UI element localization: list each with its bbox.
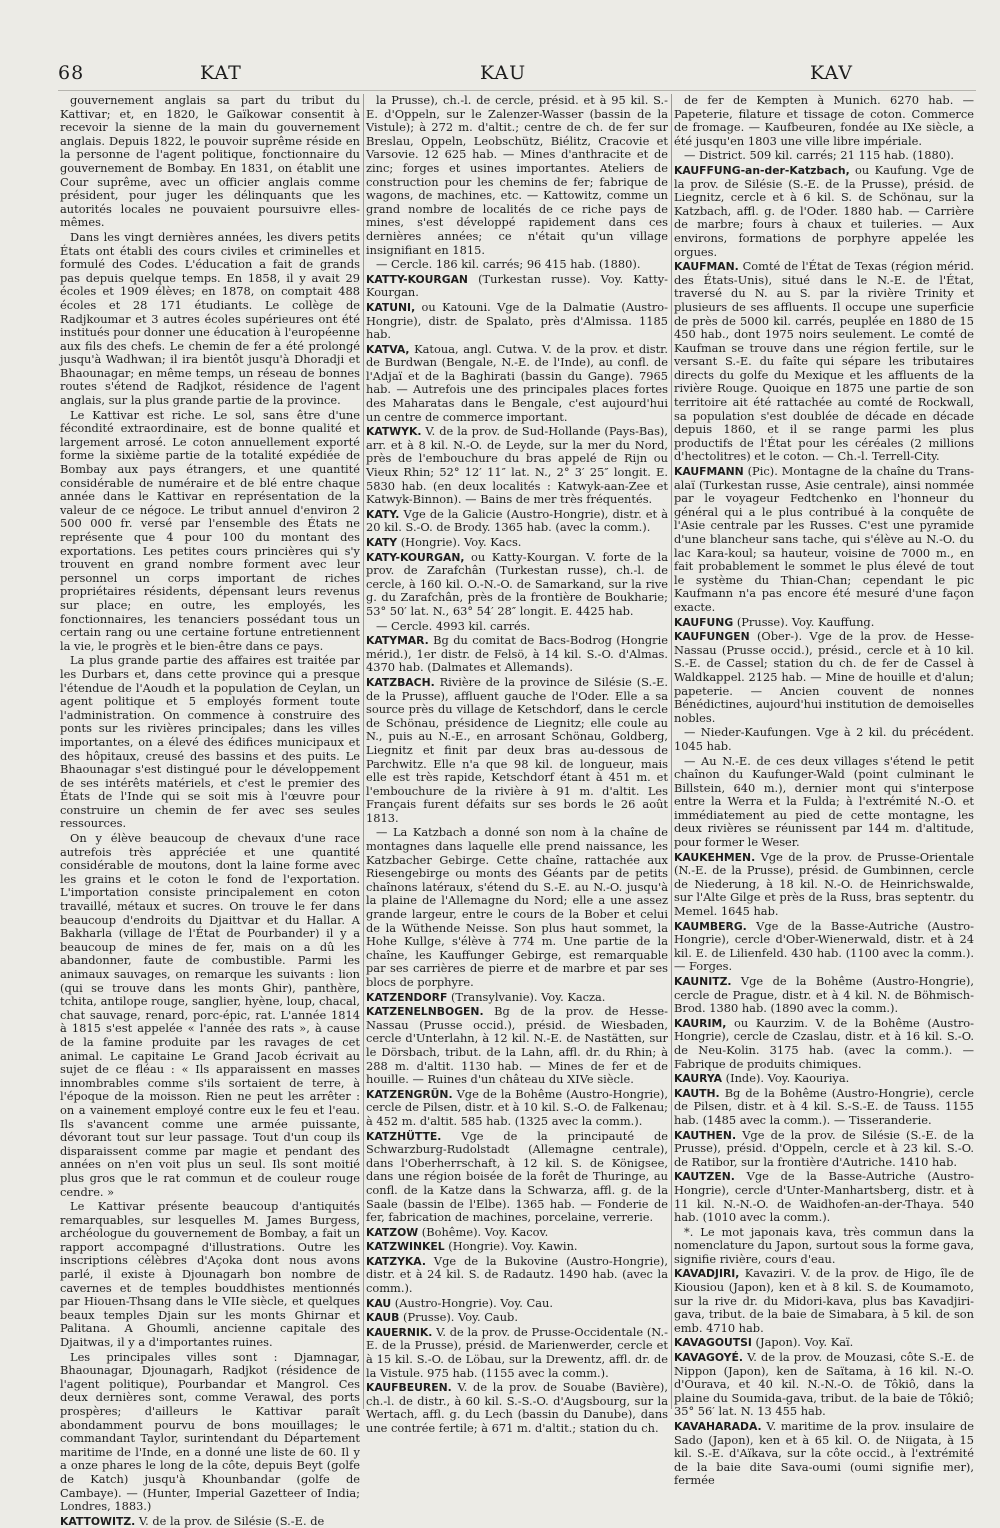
paragraph xyxy=(60,832,360,1199)
entry-text: Vge de la Basse-Autriche (Austro-Hongrie), cercle d'Ober-Wienerwald, distr. et à 24 kil. E. de Lilienfeld. 430 hab. (1100 avec la comm.). — Forges. xyxy=(674,918,974,974)
entry-text: la Prusse), ch.-l. de cercle, présid. et à 95 kil. S.-E. d'Oppeln, sur le Zalenzer-Wasser (bassin de la Vistule); à 272 m. d'altit.; centre de ch. de fer sur Breslau, Oppeln, Leobschütz, Biélitz, Cracovie et Varsovie. 12 625 hab. — Mines d'anthracite et de zinc; forges et usines importantes. Ateliers de construction pour les chemins de fer; fabrique de wagons, de machines, etc. — Kattowitz, comme un grand nombre de localités de ce riche pays de mines, s'est développé rapidement dans ces dernières années; ce n'était qu'un village insignifiant en 1815. xyxy=(366,93,668,257)
entry-headword: KATY xyxy=(366,536,398,549)
entry-text: Dans les vingt dernières années, les divers petits États ont établi des cours civiles et criminelles et formulé des Codes. L'éducation a fait de grands pas depuis quelque temps. En 1858, il y avait 29 écoles et 1909 élèves; en 1878, on comptait 488 écoles et 28 171 étudiants. Le collège de Radjkoumar et 3 autres écoles supérieures ont été institués pour donner une éducation à l'européenne aux fils des chefs. Le chemin de fer a été prolongé jusqu'à Wadhwan; il ira bientôt jusqu'à Dhoradji et Bhaounagar; en même temps, un réseau de bonnes routes s'étend de Radjkot, résidence de l'agent anglais, sur la plus grande partie de la province. xyxy=(60,229,360,408)
dictionary-entry xyxy=(366,273,668,300)
dictionary-entry xyxy=(366,1297,668,1311)
running-head-center: KAU xyxy=(480,62,527,84)
dictionary-entry xyxy=(674,1267,974,1335)
dictionary-entry xyxy=(674,1129,974,1170)
dictionary-entry xyxy=(366,1255,668,1296)
entry-text: (Austro-Hongrie). Voy. Cau. xyxy=(391,1295,553,1310)
entry-headword: KATTOWITZ. xyxy=(60,1514,136,1528)
entry-text: Vge de la prov. de Silésie (S.-E. de la Prusse), présid. d'Oppeln, cercle et à 23 kil. S.-O. de Ratibor, sur la frontière d'Autriche. 1410 hab. xyxy=(674,1127,974,1169)
dictionary-entry xyxy=(674,1072,974,1086)
entry-headword: KATUNI, xyxy=(366,300,416,314)
entry-text: ou Katty-Kourgan. V. forte de la prov. de Zarafchân (Turkestan russe), ch.-l. de cercle, à 160 kil. O.-N.-O. de Samarkand, sur la rive g. du Zarafchân, près de la frontière de Boukharie; 53° 50′ lat. N., 63° 54′ 28″ longit. E. 4425 hab. xyxy=(366,549,668,618)
paragraph xyxy=(60,1200,360,1350)
entry-text: Vge de la Bohême (Austro-Hongrie), cercle de Prague, distr. et à 4 kil. N. de Böhmisch-Brod. 1380 hab. (1890 avec la comm.). xyxy=(674,974,974,1016)
dictionary-entry xyxy=(674,616,974,630)
paragraph xyxy=(60,1351,360,1514)
entry-text: gouvernement anglais sa part du tribut du Kattivar; et, en 1820, le Gaïkowar consentit à recevoir la sienne de la main du gouvernement anglais. Depuis 1822, le pouvoir suprême réside en la personne de l'agent politique, fonctionnaire du gouvernement de Bombay. En 1831, on établit une Cour suprême, avec un officier anglais comme président, pour juger les délinquants que les autorités locales ne pouvaient poursuivre elles-mêmes. xyxy=(60,93,360,230)
entry-text: (Prusse). Voy. Kauffung. xyxy=(733,614,875,629)
dictionary-entry xyxy=(366,1381,668,1435)
entry-text: V. de la prov. de Souabe (Bavière), ch.-l. de distr., à 60 kil. S.-S.-O. d'Augsbourg, sur la Wertach, affl. g. du Lech (bassin du Danube), dans une contrée fertile; à 671 m. d'altit.; station du ch. xyxy=(366,1380,668,1435)
dictionary-entry xyxy=(366,676,668,826)
entry-headword: KAUERNIK. xyxy=(366,1325,433,1339)
paragraph xyxy=(366,620,668,634)
entry-headword: KATY-KOURGAN, xyxy=(366,550,465,564)
entry-text: Bg du comitat de Bacs-Bodrog (Hongrie mérid.), 1er distr. de Felsö, à 14 kil. S.-O. d'Almas. 4370 hab. (Dalmates et Allemands). xyxy=(366,633,668,675)
column-rule xyxy=(363,94,364,1409)
entry-text: — Nieder-Kaufungen. Vge à 2 kil. du précédent. 1045 hab. xyxy=(674,725,974,753)
dictionary-entry xyxy=(674,1336,974,1350)
entry-text: de fer de Kempten à Munich. 6270 hab. — Papeterie, filature et tissage de coton. Commerce de fromage. — Kaufbeuren, fondée au IXe siècle, a été jusqu'en 1803 une ville libre impériale. xyxy=(674,93,974,148)
entry-headword: KATZWINKEL xyxy=(366,1240,445,1254)
paragraph xyxy=(674,755,974,850)
dictionary-entry xyxy=(674,920,974,974)
dictionary-entry xyxy=(366,301,668,342)
dictionary-entry xyxy=(674,975,974,1016)
entry-headword: KATTY-KOURGAN xyxy=(366,272,468,286)
dictionary-entry xyxy=(366,1311,668,1325)
paragraph xyxy=(674,726,974,753)
entry-headword: KAUFMANN xyxy=(674,465,744,479)
entry-text: (Transylvanie). Voy. Kacza. xyxy=(447,989,606,1004)
entry-headword: KATZBACH. xyxy=(366,675,435,689)
entry-text: (Bohême). Voy. Kacov. xyxy=(418,1224,549,1239)
paragraph xyxy=(366,258,668,272)
running-head-left: KAT xyxy=(200,62,242,84)
entry-text: Bg de la prov. de Hesse-Nassau (Prusse occid.), présid. de Wiesbaden, cercle d'Unterlahn, à 12 kil. N.-E. de Nastätten, sur le Dörsbach, tribut. de la Lahn, affl. dr. du Rhin; à 288 m. d'altit. 1130 hab. — Mines de fer et de houille. — Ruines d'un château du XIVe siècle. xyxy=(366,1004,668,1087)
dictionary-entry xyxy=(674,630,974,725)
dictionary-entry xyxy=(674,1087,974,1128)
entry-headword: KATZOW xyxy=(366,1225,419,1239)
entry-text: (Ober-). Vge de la prov. de Hesse-Nassau (Prusse occid.), présid., cercle et à 10 kil. S.-E. de Cassel; station du ch. de fer de Cassel à Waldkappel. 2125 hab. — Mine de houille et d'alun; papeterie. — Ancien couvent de nonnes Bénédictines, aujourd'hui institution de demoiselles nobles. xyxy=(674,629,974,725)
entry-text: *. Le mot japonais kava, très commun dans la nomenclature du Japon, surtout sous la forme gava, signifie rivière, cours d'eau. xyxy=(674,1224,974,1266)
entry-text: Vge de la Bohême (Austro-Hongrie), cercle de Pilsen, distr. et à 10 kil. S.-O. de Falkenau; à 452 m. d'altit. 585 hab. (1325 avec la comm.). xyxy=(366,1086,668,1128)
entry-headword: KAUFFUNG-an-der-Katzbach, xyxy=(674,163,850,177)
dictionary-entry xyxy=(674,1420,974,1488)
entry-headword: KAVAGOUTSI xyxy=(674,1336,752,1350)
entry-text: ou Kaurzim. V. de la Bohême (Austro-Hongrie), cercle de Czaslau, distr. et à 16 kil. S.-O. de Neu-Kolin. 3175 hab. (avec la comm.). — Fabrique de produits chimiques. xyxy=(674,1015,974,1071)
dictionary-entry xyxy=(366,536,668,550)
entry-headword: KATZYKA. xyxy=(366,1254,426,1268)
entry-headword: KATZENDORF xyxy=(366,990,448,1004)
dictionary-entry xyxy=(366,1226,668,1240)
page-number: 68 xyxy=(58,62,85,84)
entry-text: (Hongrie). Voy. Kacs. xyxy=(397,535,522,549)
entry-text: La plus grande partie des affaires est traitée par les Durbars et, dans cette province qui a presque l'étendue de l'Aoudh et la population de Ceylan, un agent politique et 5 employés forment toute l'administration. On commence à construire des ponts sur les rivières principales; dans les villes importantes, on a élevé des édifices municipaux et des hôpitaux, creusé des bassins et des puits. Le Bhaounagar s'est distingué pour le développement de ses intérêts matériels, et c'est le premier des États de l'Inde qui se soit mis à l'œuvre pour construire un chemin de fer avec ses seules ressources. xyxy=(60,653,360,831)
entry-headword: KAURYA xyxy=(674,1072,723,1086)
text-column-2 xyxy=(366,94,668,1437)
text-column-3 xyxy=(674,93,974,1488)
entry-headword: KAUFMAN. xyxy=(674,260,739,274)
dictionary-entry xyxy=(674,1017,974,1071)
entry-text: (Japon). Voy. Kaï. xyxy=(751,1335,854,1350)
entry-text: ou Katouni. Vge de la Dalmatie (Austro-Hongrie), distr. de Spalato, près d'Almissa. 1185 hab. xyxy=(366,299,668,342)
entry-text: Les principales villes sont : Djamnagar, Bhaounagar, Djounagarh, Radjkot (résidence de l'agent politique), Pourbandar et Mangrol. Ces deux dernières sont, comme Verawal, des ports prospères; d'ailleurs le Kattivar paraît abondamment pourvu de bons mouillages; le commandant Taylor, surintendant du Département maritime de l'Inde, en a donné une liste de 60. Il y a onze phares le long de la côte, depuis Beyt (golfe de Katch) jusqu'à Khounbandar (golfe de Cambaye). — (Hunter, Imperial Gazetteer of India; Londres, 1883.) xyxy=(60,1349,360,1514)
entry-text: V. de la prov. de Prusse-Occidentale (N.-E. de la Prusse), présid. de Marienwerder, cercle et à 15 kil. S.-O. de Löbau, sur la Drewentz, affl. dr. de la Vistule. 975 hab. (1155 avec la comm.). xyxy=(366,1324,668,1380)
entry-headword: KAVADJIRI, xyxy=(674,1267,740,1281)
entry-text: Vge de la prov. de Prusse-Orientale (N.-E. de la Prusse), présid. de Gumbinnen, cercle de Niederung, à 18 kil. N.-O. de Heinrichswalde, sur l'Alte Gilge et près de la Russ, bras septentr. du Memel. 1645 hab. xyxy=(674,849,974,919)
paragraph xyxy=(674,149,974,163)
entry-text: (Prusse). Voy. Caub. xyxy=(399,1310,518,1325)
entry-headword: KAUTH. xyxy=(674,1086,720,1100)
dictionary-entry xyxy=(366,1326,668,1380)
entry-text: Rivière de la province de Silésie (S.-E. de la Prusse), affluent gauche de l'Oder. Elle a sa source près du village de Ketschdorf, dans le cercle de Schönau, présidence de Liegnitz; elle coule au N., puis au N.-E., en arrosant Schönau, Goldberg, Liegnitz et finit par deux bras au-dessous de Parchwitz. Elle n'a que 98 kil. de longueur, mais elle est très rapide, Ketschdorf étant à 451 m. et l'embouchure de la rivière à 91 m. d'altit. Les Français furent défaits sur ses bords le 26 août 1813. xyxy=(366,674,668,825)
entry-text: (Pic). Montagne de la chaîne du Trans-alaï (Turkestan russe, Asie centrale), ainsi nommée par le voyageur Fedtchenko en l'honneur du général qui a le plus contribué à la conquête de l'Asie centrale par les Russes. C'est une pyramide d'une blancheur sans tache, qui s'élève au N.-O. du lac Kara-koul; sa hauteur, voisine de 7000 m., en fait probablement le sommet le plus élevé de tout le système du Thian-Chan; cependant le pic Kaufmann n'a pas encore été mesuré d'une façon exacte. xyxy=(674,464,974,614)
entry-headword: KATZENGRÜN. xyxy=(366,1087,453,1101)
entry-text: V. maritime de la prov. insulaire de Sado (Japon), ken et à 65 kil. O. de Niigata, à 15 kil. S.-E. d'Aïkava, sur la côte occid., à l'extrémité de la baie dite Sava-oumi (oumi signifie mer), fermée xyxy=(674,1419,974,1488)
dictionary-entry xyxy=(674,851,974,919)
paragraph xyxy=(674,94,974,148)
entry-headword: KATZHÜTTE. xyxy=(366,1129,442,1143)
entry-headword: KAUFUNG xyxy=(674,615,734,629)
text-column-1 xyxy=(60,93,360,1528)
paragraph xyxy=(366,94,668,257)
entry-text: Le Kattivar est riche. Le sol, sans être d'une fécondité extraordinaire, est de bonne qualité et largement arrosé. Le coton annuellement exporté forme la sixième partie de la totalité expédiée de Bombay aux pays étrangers, et une quantité considérable de numéraire et de blé entre chaque année dans le Kattivar en représentation de la valeur de ce négoce. Le tribut annuel d'environ 2 500 000 fr. versé par l'ensemble des États ne représente que 4 pour 100 du montant des exportations. Les petites cours princières qui s'y trouvent en grand nombre forment avec leur personnel un corps important de riches propriétaires résidents, dépensant leurs revenus sur place; en outre, les employés, les fonctionnaires, les tenanciers possédant tous un certain rang ou une certaine fortune entretiennent la vie, le progrès et le bien-être dans ce pays. xyxy=(60,407,360,653)
paragraph xyxy=(366,826,668,989)
entry-headword: KAUNITZ. xyxy=(674,975,732,988)
paragraph xyxy=(60,409,360,654)
entry-headword: KAVAHARADA. xyxy=(674,1420,762,1433)
entry-text: Vge de la Basse-Autriche (Austro-Hongrie), cercle d'Unter-Manhartsberg, distr. et à 11 kil. N.-N.-O. de Waidhofen-an-der-Thaya. 540 hab. (1010 avec la comm.). xyxy=(674,1169,974,1225)
entry-headword: KAUMBERG. xyxy=(674,919,747,933)
entry-headword: KAURIM, xyxy=(674,1016,727,1030)
entry-text: (Inde). Voy. Kaouriya. xyxy=(722,1071,850,1086)
entry-text: (Turkestan russe). Voy. Katty-Kourgan. xyxy=(366,271,668,300)
dictionary-entry xyxy=(366,634,668,675)
dictionary-entry xyxy=(674,465,974,615)
entry-headword: KAUFUNGEN xyxy=(674,630,750,644)
entry-text: V. de la prov. de Silésie (S.-E. de xyxy=(135,1513,325,1528)
entry-headword: KATYMAR. xyxy=(366,634,429,648)
dictionary-entry xyxy=(674,164,974,259)
entry-text: Le Kattivar présente beaucoup d'antiquités remarquables, sur lesquelles M. James Burgess, archéologue du gouvernement de Bombay, a fait un rapport accompagné d'illustrations. Outre les inscriptions célèbres d'Açoka dont nous avons parlé, il existe à Djounagarh bon nombre de cavernes et de temples bouddhistes mentionnés par Hiouen-Thsang dans le VIIe siècle, et quelques beaux temples Djain sur les monts Ghirnar et Palitana. A Ghoumli, ancienne capitale des Djaitwas, il y a d'importantes ruines. xyxy=(60,1199,360,1350)
entry-text: V. de la prov. de Mouzasi, côte S.-E. de Nippon (Japon), ken de Saïtama, à 16 kil. N.-O. d'Ourava, et 40 kil. N.-N.-O. de Tôkiô, dans la plaine du Soumida-gava, tribut. de la baie de Tôkiô; 35° 56′ lat. N. 13 455 hab. xyxy=(674,1350,974,1419)
entry-text: V. de la prov. de Sud-Hollande (Pays-Bas), arr. et à 8 kil. N.-O. de Leyde, sur la mer du Nord, près de l'embouchure du bras appelé de Rijn ou Vieux Rhin; 52° 12′ 11″ lat. N., 2° 3′ 25″ longit. E. 5830 hab. (en deux localités : Katwyk-aan-Zee et Katwyk-Binnon). — Bains de mer très fréquentés. xyxy=(366,424,668,507)
entry-headword: KAUTHEN. xyxy=(674,1128,737,1142)
entry-text: Vge de la Bukovine (Austro-Hongrie), distr. et à 24 kil. S. de Radautz. 1490 hab. (avec la comm.). xyxy=(366,1253,668,1296)
dictionary-entry xyxy=(366,343,668,425)
paragraph xyxy=(674,1226,974,1267)
entry-text: On y élève beaucoup de chevaux d'une race autrefois très appréciée et une quantité considérable de moutons, dont la laine forme avec les grains et le coton le fond de l'exportation. L'importation consiste principalement en coton travaillé, métaux et sucres. On trouve le fer dans beaucoup d'endroits du Djaittvar et du Hallar. A Bakharla (village de l'État de Pourbander) il y a beaucoup de mines de fer, mais on a dû les abandonner, faute de combustible. Parmi les animaux sauvages, on remarque les suivants : lion (qui se trouve dans les monts Ghir), panthère, tchita, antilope rouge, sanglier, hyène, loup, chacal, chat sauvage, renard, porc-épic, rat. L'année 1814 à 1815 s'est appelée « l'année des rats », à cause de la famine produite par les ravages de cet animal. Le capitaine Le Grand Jacob écrivait au sujet de ce fléau : « Ils apparaissent en masses innombrables comme s'ils sortaient de terre, à l'époque de la moisson. Rien ne peut les arrêter : on a vainement employé contre eux le feu et l'eau. Ils s'avancent comme une armée puissante, dévorant tout sur leur passage. Tout d'un coup ils disparaissent comme par magie et pendant des années on n'en voit plus un seul. Ils sont moitié plus gros que le rat commun et de couleur rouge cendre. » xyxy=(60,831,360,1199)
dictionary-entry xyxy=(366,425,668,507)
entry-headword: KATZENELNBOGEN. xyxy=(366,1005,484,1019)
entry-text: — Cercle. 186 kil. carrés; 96 415 hab. (1880). xyxy=(376,257,641,272)
entry-headword: KATY. xyxy=(366,507,400,521)
running-head-right: KAV xyxy=(810,62,853,84)
entry-text: (Hongrie). Voy. Kawin. xyxy=(444,1239,578,1254)
entry-headword: KAU xyxy=(366,1296,392,1310)
dictionary-entry xyxy=(366,1130,668,1225)
entry-text: — District. 509 kil. carrés; 21 115 hab. (1880). xyxy=(684,148,955,163)
entry-text: Bg de la Bohême (Austro-Hongrie), cercle de Pilsen, distr. et à 4 kil. S.-S.-E. de Tauss. 1155 hab. (1485 avec la comm.). — Tisseranderie. xyxy=(674,1085,974,1127)
dictionary-entry xyxy=(60,1515,360,1528)
dictionary-entry xyxy=(366,1005,668,1087)
entry-headword: KAUTZEN. xyxy=(674,1170,735,1184)
entry-text: — Cercle. 4993 kil. carrés. xyxy=(376,618,531,633)
entry-text: — Au N.-E. de ces deux villages s'étend le petit chaînon du Kaufunger-Wald (point culminant le Billstein, 640 m.), dernier mont qui s'interpose entre la Werra et la Fulda; à l'extrémité N.-O. et immédiatement au pied de cette montagne, les deux rivières se réunissent par 144 m. d'altitude, pour former le Weser. xyxy=(674,753,974,850)
entry-headword: KATVA, xyxy=(366,342,410,356)
entry-headword: KAUKEHMEN. xyxy=(674,850,756,864)
entry-headword: KAVAGOYÉ. xyxy=(674,1351,743,1365)
paragraph xyxy=(60,94,360,230)
entry-text: ou Kaufung. Vge de la prov. de Silésie (S.-E. de la Prusse), présid. de Liegnitz, cercle et à 6 kil. S. de Schönau, sur la Katzbach, affl. g. de l'Oder. 1880 hab. — Carrière de marbre; fours à chaux et tuileries. — Aux environs, formations de porphyre appelée les orgues. xyxy=(674,162,974,259)
entry-headword: KAUFBEUREN. xyxy=(366,1381,452,1395)
entry-text: Vge de la Galicie (Austro-Hongrie), distr. et à 20 kil. S.-O. de Brody. 1365 hab. (avec la comm.). xyxy=(366,506,668,535)
entry-text: — La Katzbach a donné son nom à la chaîne de montagnes dans laquelle elle prend naissance, les Katzbacher Gebirge. Cette chaîne, rattachée aux Riesengebirge ou monts des Géants par de petits chaînons latéraux, s'étend du S.-E. au N.-O. jusqu'à la plaine de l'Allemagne du Nord; elle a une assez grande largeur, entre le cours de la Bober et celui de la Wüthende Neisse. Son plus haut sommet, la Hohe Kullge, s'élève à 774 m. Une partie de la chaîne, les Kauffunger Gebirge, est remarquable par ses carrières de pierre et de marbre et par ses blocs de porphyre. xyxy=(366,825,668,989)
column-rule xyxy=(671,94,672,1409)
entry-headword: KAUB xyxy=(366,1311,400,1325)
dictionary-entry xyxy=(674,1170,974,1224)
paragraph xyxy=(60,654,360,831)
dictionary-entry xyxy=(674,260,974,464)
dictionary-entry xyxy=(366,508,668,535)
entry-text: Katoua, angl. Cutwa. V. de la prov. et distr. de Burdwan (Bengale, N.-E. de l'Inde), au confl. de l'Adjaï et de la Baghirati (bassin du Gange). 7965 hab. — Autrefois une des principales places fortes des Maharatas dans le Bengale, c'est aujourd'hui un centre de commerce important. xyxy=(366,341,668,424)
dictionary-entry xyxy=(366,991,668,1005)
dictionary-entry xyxy=(674,1351,974,1419)
dictionary-entry xyxy=(366,551,668,619)
paragraph xyxy=(60,231,360,408)
dictionary-entry xyxy=(366,1088,668,1129)
entry-text: Comté de l'État de Texas (région mérid. des États-Unis), situé dans le N.-E. de l'État, traversé du N. au S. par la rivière Trinity et plusieurs de ses affluents. Il occupe une superficie de près de 5000 kil. carrés, peuplée en 1880 de 15 450 hab., dont 1975 noirs seulement. Le comté de Kaufman se trouve dans une région fertile, sur le versant S.-E. du faîte qui sépare les tributaires directs du golfe du Mexique et les affluents de la rivière Rouge. Quoique en 1875 une partie de son territoire ait été rattachée au comté de Rockwall, sa population s'est doublée de décade en décade depuis 1860, et il se range parmi les plus productifs de l'État pour les céréales (2 millions d'hectolitres) et le coton. — Ch.-l. Terrell-City. xyxy=(674,259,974,464)
header-rule xyxy=(58,90,976,91)
dictionary-entry xyxy=(366,1240,668,1254)
entry-headword: KATWYK. xyxy=(366,425,422,439)
entry-text: Kavaziri. V. de la prov. de Higo, île de Kiousiou (Japon), ken et à 8 kil. S. de Koumamoto, sur la rive dr. du Midori-kava, plus bas Kavadjiri-gava, tribut. de la baie de Simabara, à 5 kil. de son emb. 4710 hab. xyxy=(674,1266,974,1335)
entry-text: Vge de la principauté de Schwarzburg-Rudolstadt (Allemagne centrale), dans l'Oberherrschaft, à 12 kil. S. de Königsee, dans une région boisée de la forêt de Thuringe, au confl. de la Katze dans la Schwarza, affl. g. de la Saale (bassin de l'Elbe). 1365 hab. — Fonderie de fer, fabrication de machines, porcelaine, verrerie. xyxy=(366,1128,668,1225)
